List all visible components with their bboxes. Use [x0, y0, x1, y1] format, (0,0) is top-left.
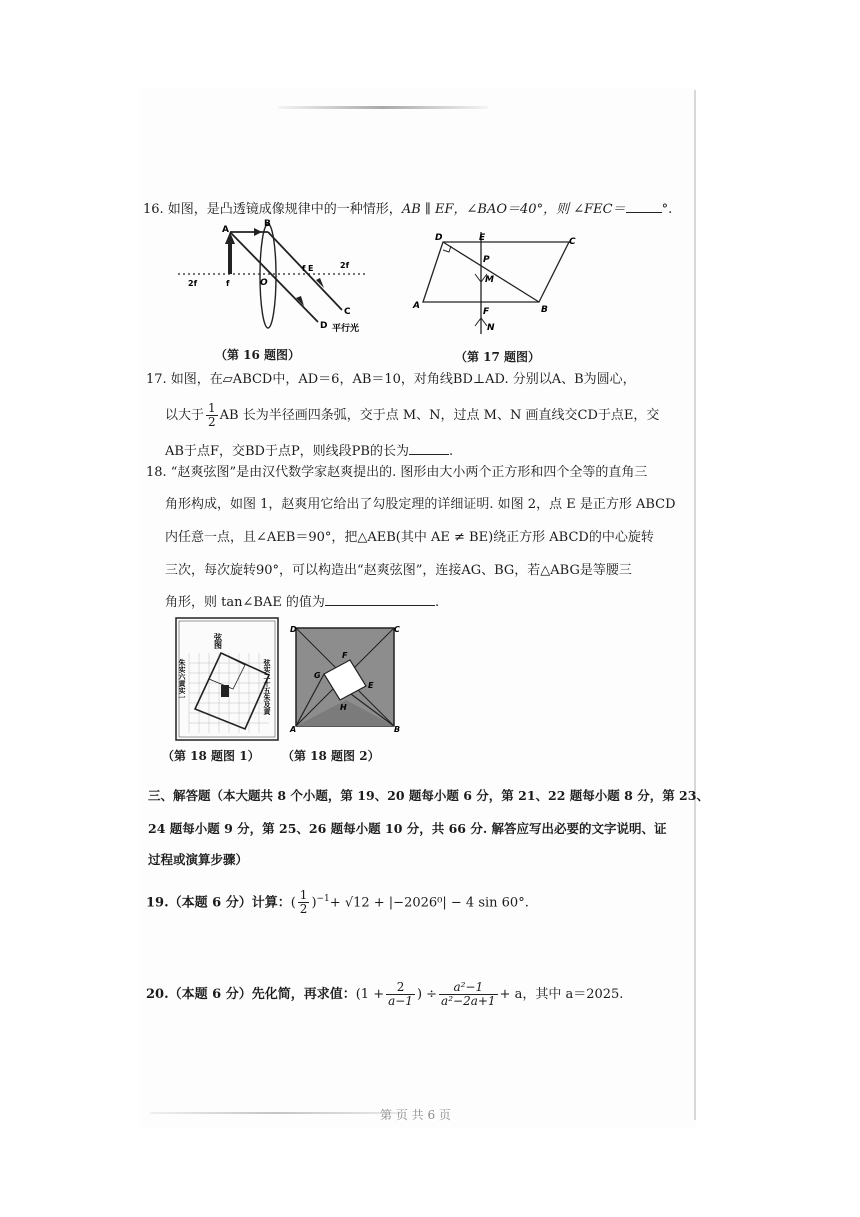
question-20: [146, 978, 623, 1012]
fig18-1-right-text: 弦实二十五朱及黄: [263, 659, 271, 715]
fig16-label-E: E: [308, 264, 314, 273]
fig18-2-label-F: F: [342, 651, 348, 660]
caption-18-1: （第 18 题图 1）: [162, 749, 260, 763]
q20-fraction-2: $\frac{\text{a²−1}}{\text{a²−2a+1}}$: [441, 980, 496, 1008]
question-18-line2: 角形构成，如图 1，赵爽用它给出了勾股定理的详细证明. 如图 2，点 E 是正方形 ABCD: [165, 497, 676, 512]
fig18-2-label-H: H: [340, 703, 347, 712]
question-18-line3: 内任意一点，且∠AEB＝90°，把△AEB(其中 AE ≠ BE)绕正方形 ABCD的中心旋转: [165, 530, 654, 545]
fig16-label-O: O: [260, 278, 268, 288]
q19-prefix: 19.（本题 6 分）计算：: [146, 895, 291, 911]
fig17-label-B: B: [541, 305, 548, 315]
fig16-label-f-right: f: [302, 264, 306, 273]
fig18-1-title: 弦图: [213, 633, 223, 649]
section-3-line2: 24 题每小题 9 分，第 25、26 题每小题 10 分，共 66 分. 解答应写出必要的文字说明、证: [148, 821, 667, 836]
caption-18-2: （第 18 题图 2）: [282, 749, 380, 763]
question-19: [146, 884, 529, 918]
fig17-label-N: N: [487, 323, 495, 333]
fig18-2-label-A: A: [290, 725, 297, 734]
q20-paren-open: (1 +: [355, 987, 385, 1002]
fig16-label-2f-right: 2f: [340, 261, 350, 270]
fig16-label-C: C: [344, 307, 351, 317]
figure-16-lens: [170, 218, 370, 338]
figure-17-parallelogram: [405, 228, 605, 346]
question-17-line2: [165, 402, 659, 429]
q17-answer-blank[interactable]: [409, 440, 449, 455]
q17-line3-text: AB于点F，交BD于点P，则线段PB的长为: [165, 444, 409, 459]
fig18-2-label-G: G: [314, 671, 321, 680]
q20-prefix: 20.（本题 6 分）先化简，再求值：: [146, 987, 356, 1002]
figure-18-1-zhaoshuang: [175, 617, 279, 741]
question-17-line3: [165, 440, 453, 462]
question-16: [143, 198, 672, 220]
caption-17: （第 17 题图）: [455, 350, 541, 364]
q17-line2-a: 以大于: [165, 408, 205, 423]
fig17-label-P: P: [483, 255, 490, 265]
page-footer: 第 页 共 6 页: [380, 1108, 451, 1122]
q16-math: AB ∥ EF，∠BAO＝40°，则 ∠FEC＝: [401, 202, 626, 217]
figure-18-2-square: [288, 622, 404, 734]
page-edge: [694, 90, 696, 1120]
q20-fraction-1: $\frac{2}{a-1}$: [388, 980, 413, 1008]
section-3-line3: 过程或演算步骤）: [148, 852, 249, 867]
fig17-label-C: C: [569, 237, 576, 247]
q16-end: °.: [661, 202, 673, 217]
fig16-label-f-left: f: [226, 279, 230, 288]
q19-paren-open: (: [290, 895, 296, 911]
q17-fraction: $\frac{1}{2}$: [208, 401, 216, 429]
section-3-line1: 三、解答题（本大题共 8 个小题，第 19、20 题每小题 6 分，第 21、22 题每小题 8 分，第 23、: [148, 788, 709, 803]
fig18-1-left-text: 朱实六黄实一: [178, 659, 186, 701]
q17-end: .: [449, 444, 454, 459]
fig18-2-label-D: D: [290, 625, 297, 634]
q18-answer-blank[interactable]: [325, 591, 435, 606]
q16-text: 16. 如图，是凸透镜成像规律中的一种情形，: [143, 202, 402, 217]
q20-tail: + a，其中 a＝2025.: [499, 987, 624, 1002]
q18-line5-text: 角形，则 tan∠BAE 的值为: [165, 595, 325, 610]
fig17-label-A: A: [413, 301, 420, 311]
question-17-line1: 17. 如图，在▱ABCD中，AD＝6，AB＝10，对角线BD⊥AD. 分别以A、B为圆心，: [146, 372, 636, 387]
question-18-line4: 三次，每次旋转90°，可以构造出“赵爽弦图”，连接AG、BG，若△ABG是等腰三: [165, 563, 632, 578]
q16-answer-blank[interactable]: [626, 198, 662, 213]
fig16-label-B: B: [264, 219, 271, 229]
fig16-label-2f-left: 2f: [188, 279, 198, 288]
fig17-label-D: D: [435, 233, 443, 243]
q19-power: −1: [316, 894, 330, 904]
caption-16: （第 16 题图）: [215, 348, 301, 362]
q19-paren-close: ): [311, 895, 317, 911]
q19-expression: + √12 + |−2026⁰| − 4 sin 60°.: [329, 895, 529, 911]
fig18-2-label-C: C: [394, 625, 400, 634]
question-18-line5: [165, 591, 439, 613]
q18-end: .: [434, 595, 440, 610]
q17-line2-b: AB 长为半径画四条弧，交于点 M、N，过点 M、N 画直线交CD于点E，交: [219, 408, 660, 423]
fig16-label-D: D: [320, 321, 328, 331]
q19-fraction: $\frac{1}{2}$: [299, 888, 308, 917]
fig16-label-parallel-light: 平行光: [332, 324, 360, 334]
q20-paren-div: ) ÷: [416, 987, 438, 1002]
fig17-label-M: M: [485, 275, 494, 285]
fig17-label-E: E: [479, 233, 486, 243]
question-18-line1: 18. “赵爽弦图”是由汉代数学家赵爽提出的. 图形由大小两个正方形和四个全等的直角三: [146, 465, 648, 480]
fig18-2-label-B: B: [394, 725, 401, 734]
fig16-label-A: A: [222, 225, 229, 235]
scan-mark-bottom: [150, 1112, 400, 1114]
scan-mark-top: [278, 106, 488, 109]
fig17-label-F: F: [483, 307, 490, 317]
fig18-2-label-E: E: [368, 681, 374, 690]
